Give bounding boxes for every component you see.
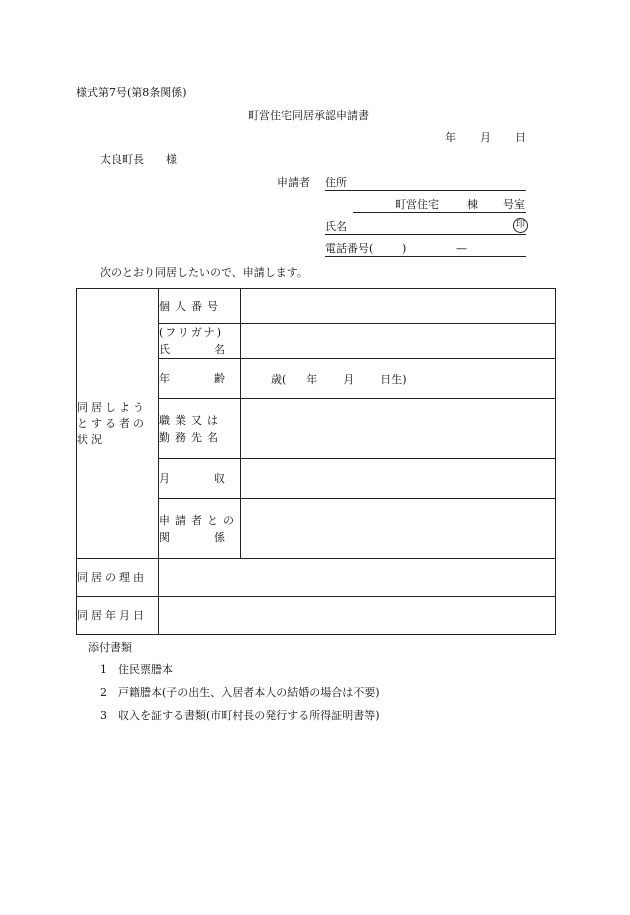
form-number: 様式第7号(第8条関係) bbox=[76, 86, 187, 99]
building-label: 棟 bbox=[467, 198, 478, 211]
name-line[interactable] bbox=[325, 234, 526, 235]
cohabit-date-label: 同居年月日 bbox=[77, 597, 159, 635]
name-row-label: 氏 名 bbox=[159, 343, 225, 356]
addressee: 太良町長 様 bbox=[100, 153, 177, 166]
address-label: 住所 bbox=[325, 176, 347, 189]
document-title: 町営住宅同居承認申請書 bbox=[248, 109, 369, 122]
housing-label: 町営住宅 bbox=[395, 198, 439, 211]
applicant-label: 申請者 bbox=[277, 176, 310, 189]
age-label: 年 齢 bbox=[159, 372, 225, 385]
statement: 次のとおり同居したいので、申請します。 bbox=[100, 266, 308, 279]
date-day-label: 日 bbox=[515, 131, 526, 144]
occupation-label-line-2: 勤務先名 bbox=[159, 430, 223, 444]
relation-label-line-2: 関 係 bbox=[159, 530, 225, 544]
age-label-cell bbox=[159, 359, 241, 399]
reason-label: 同居の理由 bbox=[77, 559, 159, 597]
reason-field[interactable] bbox=[159, 559, 556, 597]
date-month-label: 月 bbox=[480, 131, 491, 144]
address-line[interactable] bbox=[325, 190, 526, 191]
phone-label: 電話番号( bbox=[325, 242, 374, 255]
furigana-name-field[interactable] bbox=[241, 324, 556, 359]
income-label-cell bbox=[159, 459, 241, 499]
income-label: 月 収 bbox=[159, 472, 225, 485]
relation-field[interactable] bbox=[241, 499, 556, 559]
group-label-line-1: 同居しよう bbox=[77, 400, 147, 414]
occupation-field[interactable] bbox=[241, 399, 556, 459]
group-label-line-2: とする者の bbox=[77, 416, 147, 430]
age-template: 歳( 年 月 日生) bbox=[271, 372, 407, 386]
income-field[interactable] bbox=[241, 459, 556, 499]
occupation-label-line-1: 職業又は bbox=[159, 413, 223, 427]
attachment-item-3: 3 収入を証する書類(市町村長の発行する所得証明書等) bbox=[100, 709, 380, 722]
attachments-title: 添付書類 bbox=[88, 641, 132, 654]
seal-mark: 印 bbox=[513, 218, 528, 233]
cohabit-date-field[interactable] bbox=[159, 597, 556, 635]
furigana-name-label-cell bbox=[159, 324, 241, 359]
date-year-label: 年 bbox=[445, 131, 456, 144]
room-label: 号室 bbox=[503, 198, 525, 211]
occupation-label-cell bbox=[159, 399, 241, 459]
furigana-label: (フリガナ) bbox=[159, 326, 224, 339]
attachment-item-1: 1 住民票謄本 bbox=[100, 663, 173, 676]
housing-line[interactable] bbox=[353, 212, 526, 213]
status-table bbox=[76, 288, 556, 635]
name-label: 氏名 bbox=[325, 220, 347, 233]
personal-number-field[interactable] bbox=[241, 289, 556, 324]
personal-number-label: 個人番号 bbox=[159, 289, 241, 324]
phone-dash: — bbox=[456, 242, 467, 255]
relation-label-line-1: 申請者との bbox=[159, 513, 239, 527]
phone-line[interactable] bbox=[325, 256, 526, 257]
age-field[interactable] bbox=[241, 359, 556, 399]
group-label-line-3: 状況 bbox=[77, 432, 105, 446]
phone-close-paren: ) bbox=[402, 242, 407, 255]
relation-label-cell bbox=[159, 499, 241, 559]
group-label-cell bbox=[77, 289, 159, 559]
attachment-item-2: 2 戸籍謄本(子の出生、入居者本人の結婚の場合は不要) bbox=[100, 686, 380, 699]
